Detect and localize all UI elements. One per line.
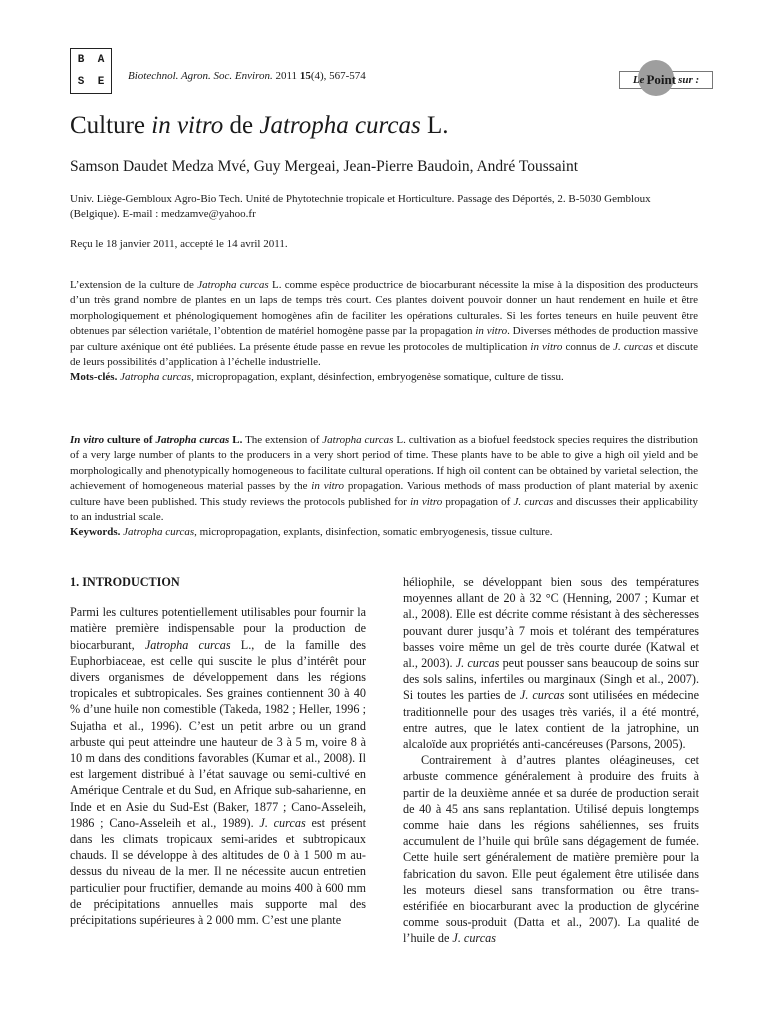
journal-reference: Biotechnol. Agron. Soc. Environ. 2011 15(4), 567-574 (128, 70, 366, 82)
journal-name: Biotechnol. Agron. Soc. Environ. (128, 70, 273, 82)
title-part: L. (420, 112, 449, 139)
logo-letter-e: E (97, 76, 105, 88)
logo-letter-s: S (77, 76, 85, 88)
journal-year: 2011 (275, 70, 298, 82)
intro-paragraph-1-cont: héliophile, se développant bien sous des températures moyennes allant de 20 à 32 °C (Henning, 2007 ; Kumar et al., 2008). Elle est décrite comme résistant à des sècheresses pouvant durer jusqu’à 7 mois et tolérant des températures basses voire même un gel de très courte durée (Katwal et al., 2003). J. curcas peut pousser sans beaucoup de soins sur des sols salins, infertiles ou marginaux (Singh et al., 2007). Si toutes les parties de J. curcas sont utilisées en médecine traditionnelle pour des usages très variés, il a été montré, entre autres, que le latex contient de la jatrophine, un alcaloïde aux propriétés anti-cancéreuses (Parsons, 2005). (403, 575, 699, 752)
section-heading: 1. INTRODUCTION (70, 575, 180, 589)
intro-paragraph-1: Parmi les cultures potentiellement utilisables pour fournir la matière première indispensable pour la production de biocarburant, Jatropha curcas L., de la famille des Euphorbiaceae, est celle qui suscite le plus d’intérêt pour divers organismes de développement dans les régions tropicales et subtropicales. Ses graines contiennent 30 à 40 % d’une huile non comestible (Takeda, 1982 ; Heller, 1996 ; Sujatha et al., 1996). C’est un petit arbre ou un grand arbuste qui peut atteindre une hauteur de 3 à 5 m, voire 8 à 10 m dans des conditions favorables (Kumar et al., 2008). Il est largement distribué à l’état sauvage ou semi-cultivé en Amérique Centrale et du Sud, en Afrique sub-saharienne, en Inde et en Asie du Sud-Est (Baker, 1877 ; Cano-Asseleih, 1986 ; Cano-Asseleih et al., 1989). J. curcas est présent dans les climats tropicaux semi-arides et subtropicaux chauds. Il se développe à des altitudes de 0 à 1 500 m au-dessus du niveau de la mer. Il ne nécessite aucun entretien particulier pour fructifier, demande au moins 400 à 600 mm de précipitations annuelles mais supporte mal des précipitations supérieures à 2 000 mm. C’est une plante (70, 605, 367, 928)
journal-pages: 567-574 (329, 70, 366, 82)
body-column-left (70, 574, 366, 928)
title-italic: in vitro (151, 112, 224, 139)
title-italic: Jatropha curcas (259, 112, 421, 139)
abstract-en-title: In vitro culture of Jatropha curcas L. (70, 434, 243, 446)
logo-letter-a: A (97, 54, 105, 66)
badge-suffix: sur : (678, 74, 700, 86)
abstract-english (70, 433, 698, 541)
body-column-right (403, 574, 699, 947)
keywords-fr: Mots-clés. Jatropha curcas, micropropagation, explant, désinfection, embryogenèse somatique, culture de tissu. (70, 371, 564, 384)
badge-prefix: Le (632, 74, 645, 86)
article-title (70, 112, 448, 140)
affiliation: Univ. Liège-Gembloux Agro-Bio Tech. Unité de Phytotechnie tropicale et Horticulture. Passage des Déportés, 2. B-5030 Gembloux (Belgique). E-mail : medzamve@yahoo.fr (70, 193, 651, 220)
journal-volume: 15 (299, 70, 311, 82)
le-point-sur-badge (619, 71, 713, 89)
badge-main: Point (646, 72, 677, 87)
author-list: Samson Daudet Medza Mvé, Guy Mergeai, Jean-Pierre Baudoin, André Toussaint (70, 158, 579, 175)
intro-paragraph-2: Contrairement à d’autres plantes oléagineuses, cet arbuste commence généralement à produire des fruits à partir de la deuxième année et sa durée de production serait de 40 à 45 ans sans replantation. Utilisé depuis longtemps comme haie dans les régions sahéliennes, ses fruits accumulent de l’huile qui brûle sans dégagement de fumée. Cette huile sert généralement de matière première pour la fabrication du savon. Elle peut également être utilisée dans les moteurs diesel sans transformation ou être trans-estérifiée en biocarburant avec la production de glycérine comme sous-produit (Datta et al., 2007). La qualité de l’huile de J. curcas (403, 753, 699, 946)
keywords-en: Keywords. Jatropha curcas, micropropagation, explants, disinfection, somatic embryogenesis, tissue culture. (70, 526, 553, 539)
title-part: de (223, 112, 260, 139)
title-part: Culture (70, 112, 152, 139)
base-logo (70, 48, 112, 94)
received-date: Reçu le 18 janvier 2011, accepté le 14 avril 2011. (70, 238, 288, 250)
abstract-fr-body: L’extension de la culture de Jatropha curcas L. comme espèce productrice de biocarburant nécessite la mise à la disposition des producteurs d’un très grand nombre de plantes en un laps de temps très court. Ces plantes doivent pouvoir donner un haut rendement en huile et être morphologiquement et phénologiquement homogènes afin de faciliter les opérations culturales. Si les fortes teneurs en huile peuvent être obtenues par sélection variétale, l’obtention de matériel homogène passe par la propagation in vitro. Diverses méthodes de production massive par culture axénique ont été publiées. La présente étude passe en revue les protocoles de multiplication in vitro connus de J. curcas et discute de leurs possibilités d’application à l’échelle industrielle. (70, 279, 698, 369)
abstract-en-body: In vitro culture of Jatropha curcas L. The extension of Jatropha curcas L. cultivation as a biofuel feedstock species requires the distribution of a very large number of plants to the producers in a very short period of time. These plants have to be able to give a high oil yield and be morphologically and phenotypically homogeneous to facilitate cultural operations. If high oil content can be obtained by varietal selection, the achievement of homogeneous material passes by the in vitro propagation. Various methods of mass production of plant material by axenic culture have been published. This study reviews the protocols published for in vitro propagation of J. curcas and discusses their applicability to an industrial scale. (70, 434, 698, 524)
journal-issue: (4) (310, 70, 324, 82)
logo-letter-b: B (77, 54, 85, 66)
abstract-french (70, 278, 698, 386)
